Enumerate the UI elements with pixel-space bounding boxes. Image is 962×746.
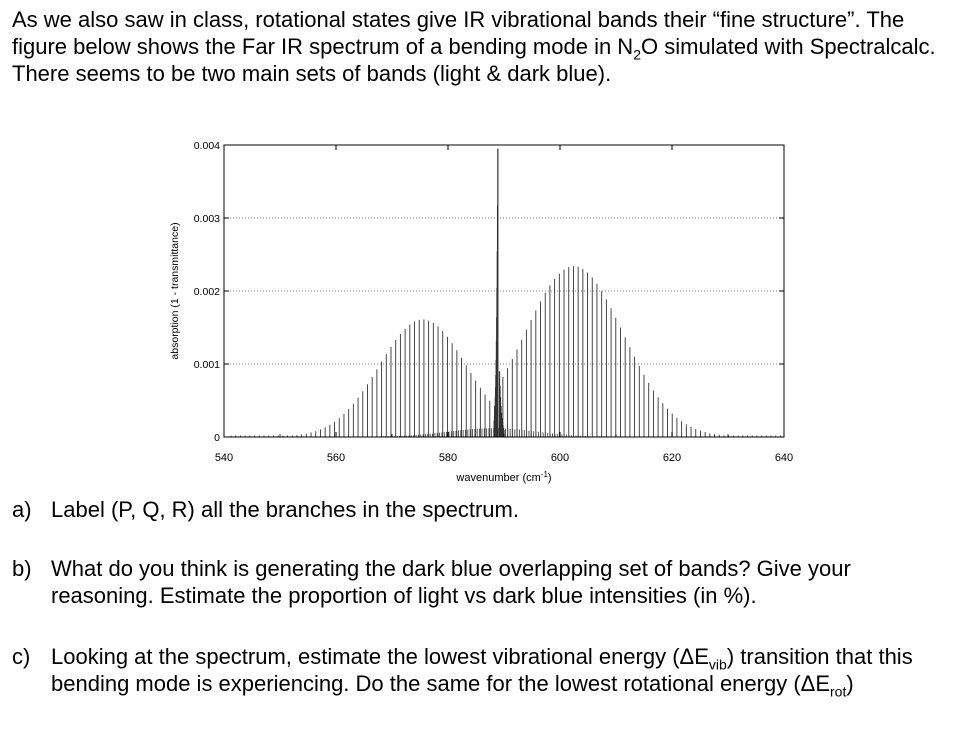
question-c-text	[51, 643, 952, 700]
question-a	[12, 496, 952, 523]
intro-subscript: 2	[633, 46, 641, 63]
x-tick-label: 600	[550, 452, 570, 464]
y-axis-label: absorption (1 - transmittance)	[169, 222, 181, 360]
spectrum-figure	[165, 135, 795, 490]
question-c-sub-vib: vib	[708, 656, 727, 673]
intro-text-1: As we also saw in class, rotational states give IR vibrational bands their “fine structure”. The figure below shows the Far IR spectrum of a bending mode in N	[12, 7, 905, 59]
question-b	[12, 555, 952, 609]
axis-ticks	[194, 140, 793, 464]
grid-lines	[224, 145, 784, 364]
y-tick-label: 0.001	[193, 359, 220, 371]
intro-paragraph	[12, 6, 957, 87]
x-tick-label: 640	[774, 452, 794, 464]
question-c-text-3: )	[846, 671, 854, 696]
question-c-label: c)	[12, 644, 31, 669]
x-tick-label: 620	[662, 452, 682, 464]
x-axis-label: wavenumber $(cm^{-1})$	[456, 469, 552, 484]
y-tick-label: 0.002	[193, 286, 220, 298]
x-tick-label: 540	[214, 452, 234, 464]
question-b-text: What do you think is generating the dark blue overlapping set of bands? Give your reasoning. Estimate the proportion of light vs dark blue intensities (in %).	[51, 556, 851, 608]
question-a-label: a)	[12, 497, 32, 522]
intro-text-2: O simulated with Spectralcalc. There seems to be two main sets of bands (light & dark blue).	[12, 34, 936, 86]
question-c-text-2: ) transition that this bending mode is experiencing. Do the same for the lowest rotational energy (ΔE	[51, 644, 913, 696]
y-tick-label: 0	[214, 432, 220, 444]
question-c	[12, 643, 952, 700]
question-c-text-1: Looking at the spectrum, estimate the lowest vibrational energy (ΔE	[51, 644, 709, 669]
spectral-lines	[231, 149, 780, 437]
question-b-label: b)	[12, 556, 32, 581]
y-tick-label: 0.004	[193, 140, 220, 152]
question-c-sub-rot: rot	[830, 683, 847, 700]
y-tick-label: 0.003	[193, 213, 220, 225]
question-a-text: Label (P, Q, R) all the branches in the spectrum.	[51, 497, 519, 522]
x-tick-label: 580	[438, 452, 458, 464]
x-tick-label: 560	[326, 452, 346, 464]
